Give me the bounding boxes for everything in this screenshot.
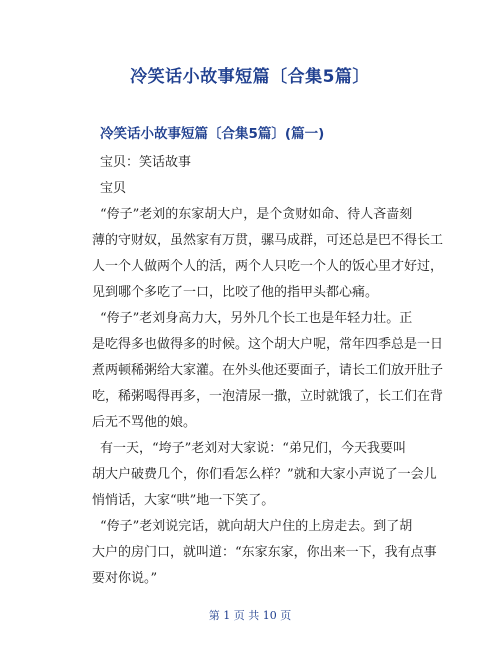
body-line: “侉子”老刘说完话，就向胡大户住的上房走去。到了胡 [100, 519, 413, 534]
page-title: 冷笑话小故事短篇〔合集5篇〕 [130, 67, 370, 87]
body-line: 宝贝 [100, 181, 127, 196]
section-title: 冷笑话小故事短篇〔合集5篇〕(篇一) [100, 126, 325, 142]
body-line: 要对你说。” [92, 571, 158, 586]
body-line: 吃，稀粥喝得再多，一泡清尿一撒，立时就饿了，长工们在背 [92, 389, 444, 404]
body-line: 见到哪个多吃了一口，比咬了他的指甲头都心痛。 [92, 285, 379, 300]
body-line: 大户的房门口，就叫道：“东家东家，你出来一下，我有点事 [92, 545, 437, 560]
page-number-footer: 第 1 页 共 10 页 [208, 609, 292, 622]
body-line: 人一个人做两个人的活，两个人只吃一个人的饭心里才好过， [92, 259, 444, 274]
body-line: 有一天，“垮子”老刘对大家说：“弟兄们，今天我要叫 [100, 441, 406, 456]
body-line: 煮两顿稀粥给大家灌。在外头他还要面子，请长工们放开肚子 [92, 363, 444, 378]
body-line: 薄的守财奴，虽然家有万贯，骡马成群，可还总是巴不得长工 [92, 233, 444, 248]
body-line: 胡大户破费几个，你们看怎么样？”就和大家小声说了一会儿 [92, 467, 437, 482]
body-line: 是吃得多也做得多的时候。这个胡大户呢，常年四季总是一日 [92, 337, 444, 352]
body-line: 宝贝：笑话故事 [100, 155, 192, 170]
body-line: “侉子”老刘的东家胡大户，是个贪财如命、待人吝啬刻 [100, 207, 413, 222]
body-line: “侉子”老刘身高力大，另外几个长工也是年轻力壮。正 [100, 311, 413, 326]
body-line: 悄悄话，大家“哄”地一下笑了。 [92, 493, 275, 508]
body-line: 后无不骂他的娘。 [92, 415, 197, 430]
